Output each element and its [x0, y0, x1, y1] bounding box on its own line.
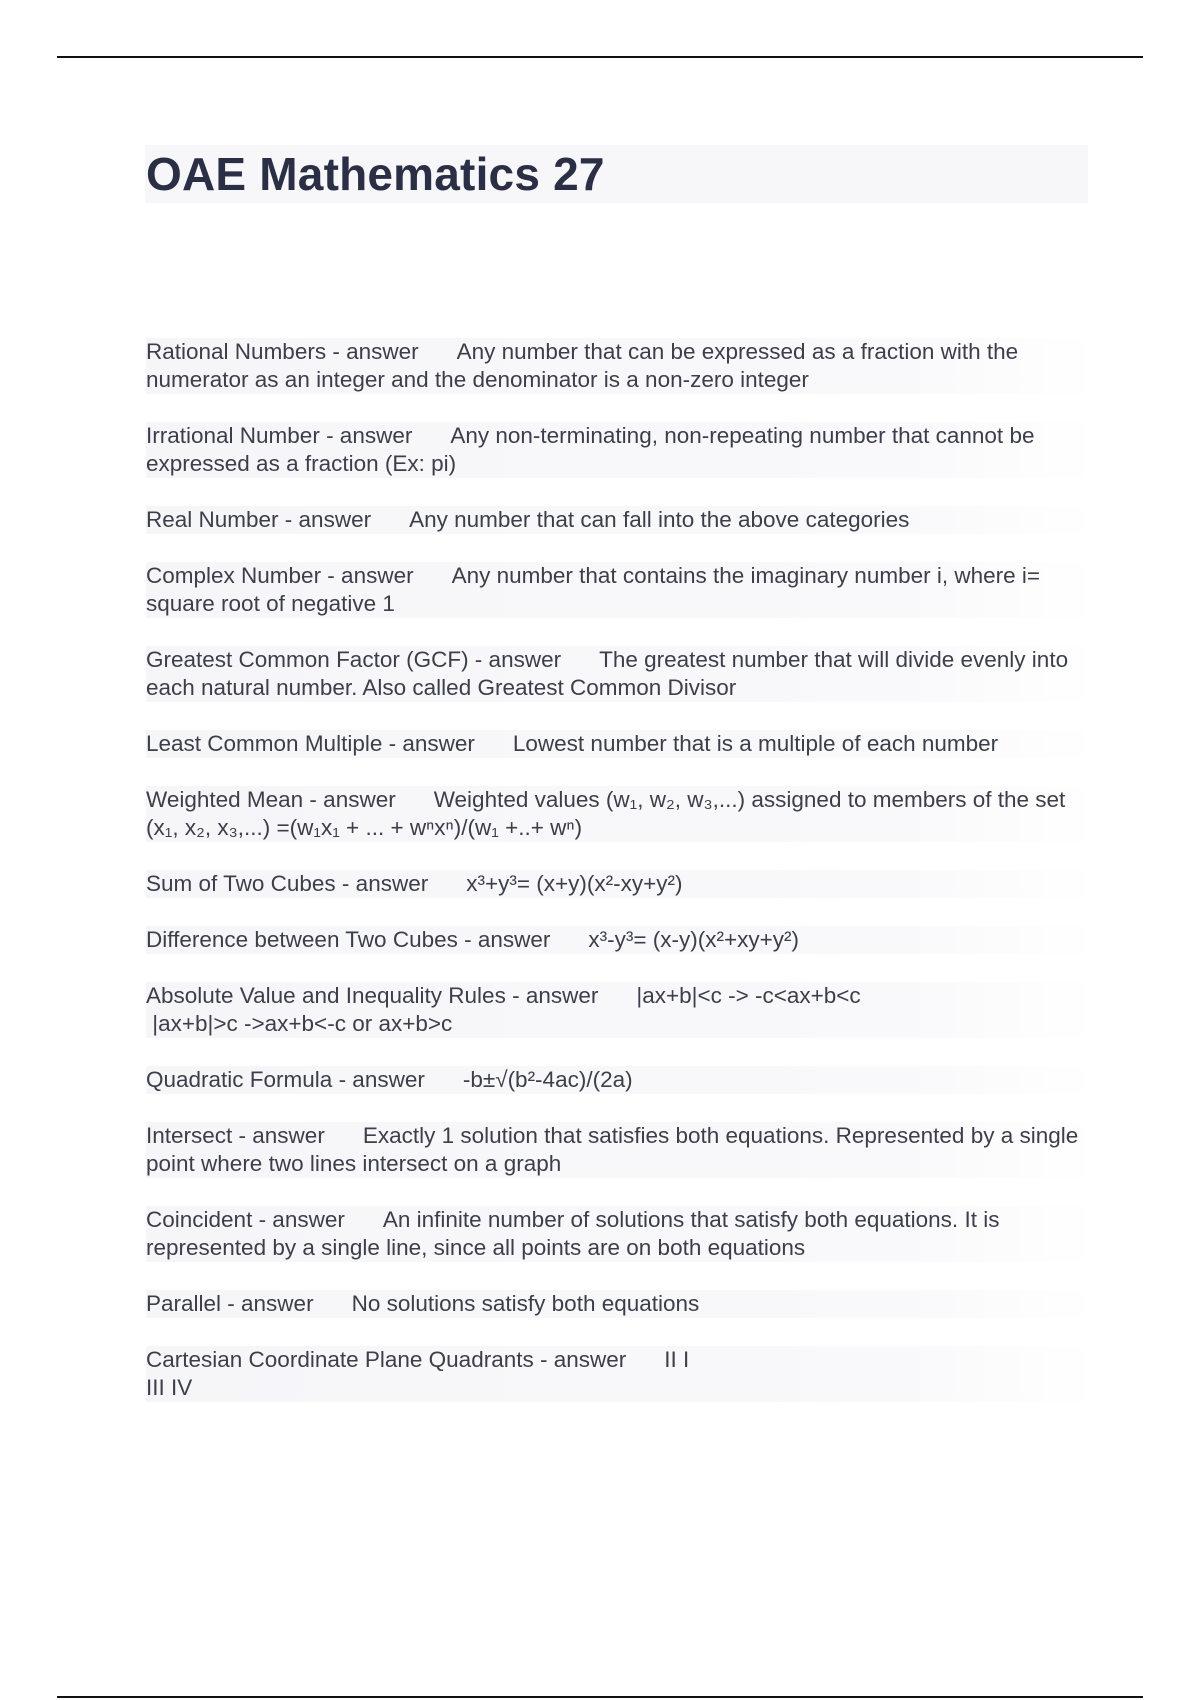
flashcard-entry [146, 926, 1096, 954]
entry-definition: Exactly 1 solution that satisfies both equations. Represented by a single point where two lines intersect on a graph [146, 1123, 1085, 1176]
entry-definition: Weighted values (w₁, w₂, w₃,...) assigned to members of the set (x₁, x₂, x₃,...) =(w₁x₁ + ... + wⁿxⁿ)/(w₁ +..+ wⁿ) [146, 787, 1072, 840]
flashcard-entry [146, 646, 1096, 702]
entry-term: Absolute Value and Inequality Rules - answer [146, 983, 599, 1008]
entry-term: Coincident - answer [146, 1207, 345, 1232]
flashcard-entry [146, 1346, 1096, 1402]
entry-definition: II I III IV [146, 1347, 690, 1400]
entry-definition: x³-y³= (x-y)(x²+xy+y²) [588, 927, 799, 952]
entry-term: Sum of Two Cubes - answer [146, 871, 429, 896]
entry-definition: The greatest number that will divide evenly into each natural number. Also called Greatest Common Divisor [146, 647, 1075, 700]
flashcard-entry [146, 870, 1096, 898]
entry-definition: -b±√(b²-4ac)/(2a) [462, 1067, 633, 1092]
flashcard-list [146, 338, 1096, 1430]
entry-definition: Any number that can fall into the above categories [409, 507, 910, 532]
entry-term: Rational Numbers - answer [146, 339, 419, 364]
flashcard-entry [146, 1066, 1096, 1094]
entry-term: Least Common Multiple - answer [146, 731, 475, 756]
entry-term: Difference between Two Cubes - answer [146, 927, 551, 952]
entry-definition: Any number that contains the imaginary number i, where i= square root of negative 1 [146, 563, 1047, 616]
entry-definition: An infinite number of solutions that satisfy both equations. It is represented by a single line, since all points are on both equations [146, 1207, 1006, 1260]
entry-term: Parallel - answer [146, 1291, 314, 1316]
flashcard-entry [146, 1206, 1096, 1262]
flashcard-entry [146, 982, 1096, 1038]
entry-term: Quadratic Formula - answer [146, 1067, 425, 1092]
flashcard-entry [146, 422, 1096, 478]
flashcard-entry [146, 1290, 1096, 1318]
entry-definition: Any non-terminating, non-repeating number that cannot be expressed as a fraction (Ex: pi) [146, 423, 1041, 476]
flashcard-entry [146, 1122, 1096, 1178]
entry-definition: x³+y³= (x+y)(x²-xy+y²) [466, 871, 683, 896]
entry-term: Intersect - answer [146, 1123, 325, 1148]
entry-definition: |ax+b|<c -> -c<ax+b<c |ax+b|>c ->ax+b<-c or ax+b>c [152, 983, 861, 1036]
bottom-divider [57, 1696, 1143, 1698]
entry-definition: Lowest number that is a multiple of each number [512, 731, 999, 756]
entry-definition: Any number that can be expressed as a fraction with the numerator as an integer and the denominator is a non-zero integer [146, 339, 1025, 392]
top-divider [57, 56, 1143, 58]
flashcard-entry [146, 338, 1096, 394]
entry-term: Cartesian Coordinate Plane Quadrants - answer [146, 1347, 627, 1372]
entry-term: Irrational Number - answer [146, 423, 413, 448]
flashcard-entry [146, 730, 1096, 758]
entry-term: Weighted Mean - answer [146, 787, 396, 812]
entry-term: Complex Number - answer [146, 563, 414, 588]
flashcard-entry [146, 562, 1096, 618]
page-title: OAE Mathematics 27 [146, 148, 605, 200]
entry-definition: No solutions satisfy both equations [351, 1291, 700, 1316]
entry-term: Real Number - answer [146, 507, 372, 532]
flashcard-entry [146, 506, 1096, 534]
entry-term: Greatest Common Factor (GCF) - answer [146, 647, 562, 672]
flashcard-entry [146, 786, 1096, 842]
